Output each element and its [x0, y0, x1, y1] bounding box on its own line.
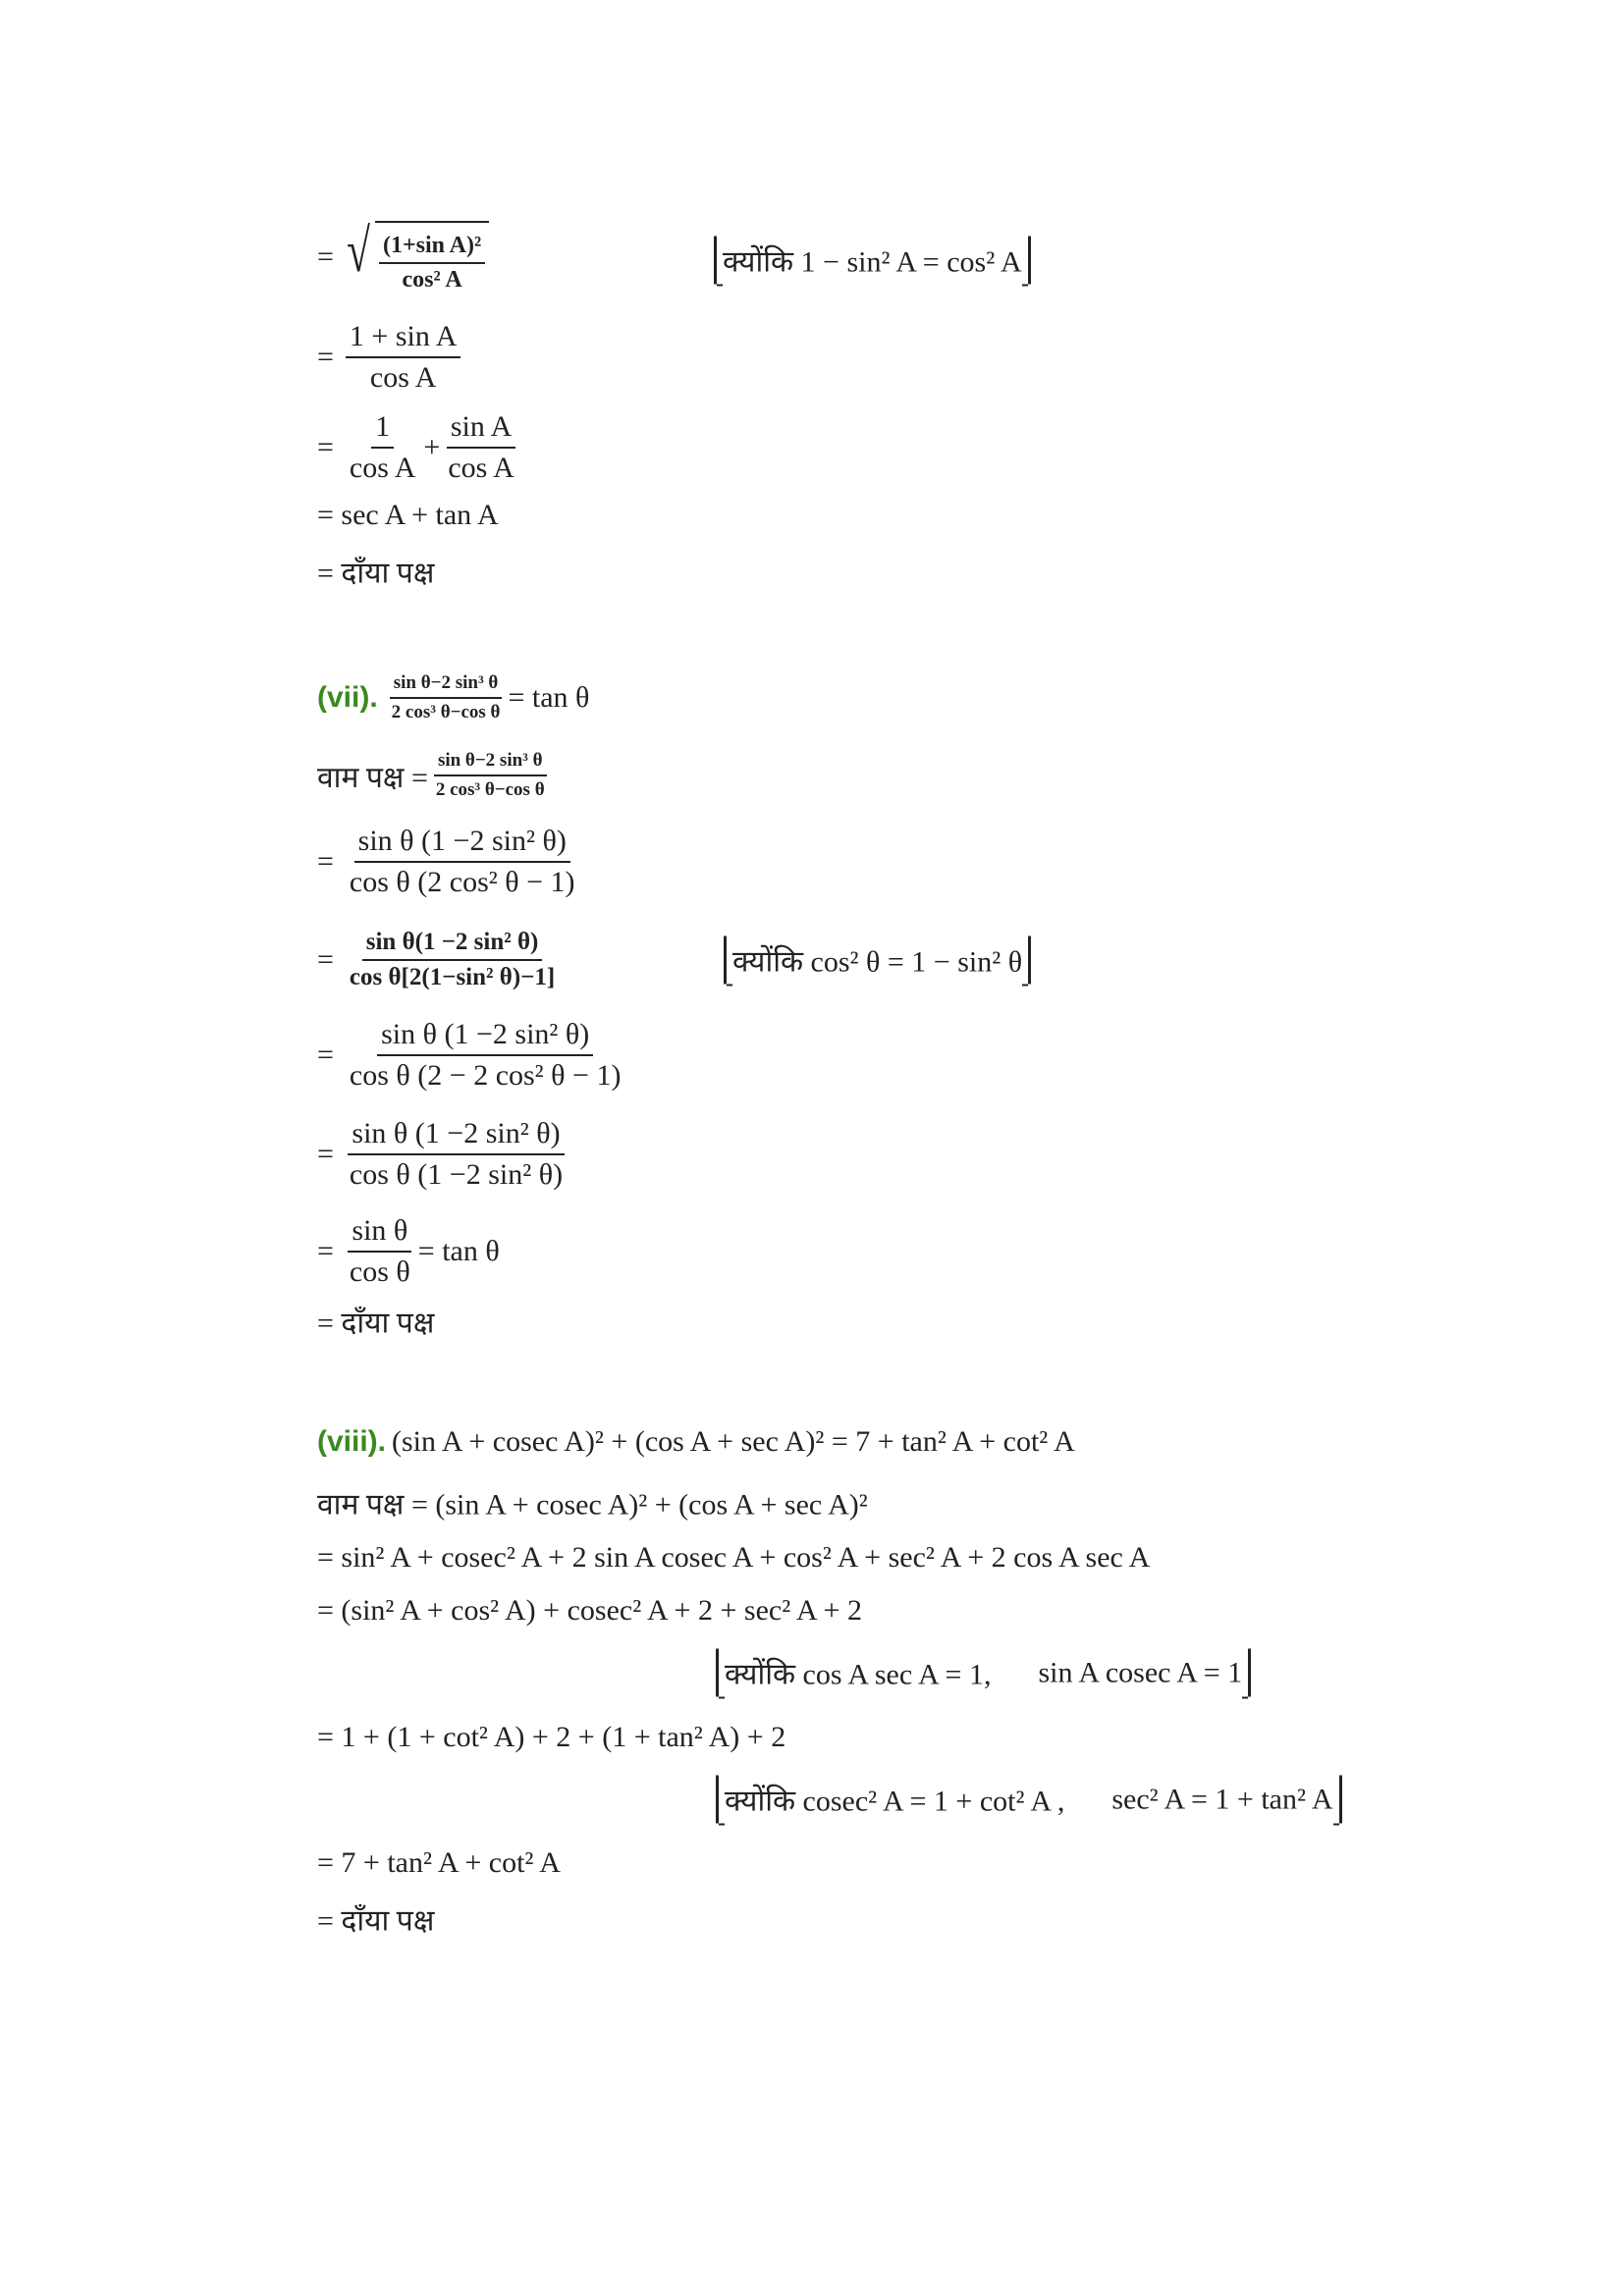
- reason-note: [716, 1649, 1251, 1697]
- reason-note: [724, 936, 1031, 985]
- square-root: [342, 218, 489, 294]
- step: = sin² A + cosec² A + 2 sin A cosec A + cos² A + sec² A + 2 cos A sec A: [317, 1541, 1151, 1574]
- denominator: cos A: [448, 452, 514, 484]
- equals: =: [317, 431, 334, 463]
- numerator: sin θ (1 −2 sin² θ): [348, 1117, 564, 1155]
- step: [317, 1214, 500, 1289]
- question-viii: [317, 1425, 1075, 1459]
- fraction: [346, 320, 460, 395]
- denominator: cos² A: [402, 267, 462, 293]
- reason-text: क्योंकि cos A sec A = 1,: [725, 1658, 992, 1691]
- fraction: [346, 410, 420, 485]
- lhs: वाम पक्ष = (sin A + cosec A)² + (cos A + sec A)²: [317, 1488, 868, 1522]
- denominator: cos θ (2 − 2 cos² θ − 1): [349, 1059, 622, 1092]
- denominator: cos θ (2 cos² θ − 1): [349, 866, 575, 898]
- plus: +: [423, 431, 441, 463]
- equals: =: [317, 943, 334, 976]
- numerator: sin A: [447, 410, 516, 449]
- fraction: [379, 233, 485, 294]
- reason-text: क्योंकि cosec² A = 1 + cot² A ,: [725, 1785, 1065, 1818]
- step: = 7 + tan² A + cot² A: [317, 1846, 561, 1879]
- denominator: 2 cos³ θ−cos θ: [435, 779, 545, 800]
- equals: =: [317, 1138, 334, 1170]
- reason-note: [714, 237, 1031, 285]
- conclusion: = दाँया पक्ष: [317, 1904, 435, 1938]
- numerator: sin θ: [348, 1214, 411, 1253]
- question-text: (sin A + cosec A)² + (cos A + sec A)² = 7 + tan² A + cot² A: [392, 1425, 1075, 1458]
- reason-text: sin A cosec A = 1: [1038, 1656, 1243, 1688]
- conclusion: = दाँया पक्ष: [317, 557, 435, 590]
- equals: =: [317, 1235, 334, 1267]
- denominator: cos θ (1 −2 sin² θ): [349, 1158, 564, 1191]
- numerator: sin θ (1 −2 sin² θ): [354, 825, 570, 863]
- equals: =: [317, 1039, 334, 1071]
- reason-text: क्योंकि cos² θ = 1 − sin² θ: [732, 945, 1023, 979]
- fraction: [444, 410, 518, 485]
- numerator: 1 + sin A: [346, 320, 460, 358]
- fraction: [432, 750, 549, 801]
- numerator: sin θ (1 −2 sin² θ): [377, 1018, 593, 1056]
- equals: =: [317, 240, 334, 273]
- question-label: (vii).: [317, 681, 378, 714]
- denominator: cos θ: [349, 1255, 410, 1288]
- step: [317, 929, 563, 991]
- denominator: cos θ[2(1−sin² θ)−1]: [349, 964, 556, 990]
- rhs: = tan θ: [508, 681, 590, 714]
- fraction: [346, 825, 579, 899]
- equals: =: [317, 845, 334, 878]
- denominator: cos A: [349, 452, 416, 484]
- step: = (sin² A + cos² A) + cosec² A + 2 + sec² A + 2: [317, 1594, 862, 1627]
- question-vii: [317, 672, 589, 723]
- question-label: (viii).: [317, 1425, 387, 1458]
- step: [317, 1018, 628, 1093]
- reason-note: [716, 1776, 1342, 1824]
- fraction: [388, 672, 505, 723]
- reason-text: क्योंकि 1 − sin² A = cos² A: [723, 245, 1022, 279]
- denominator: 2 cos³ θ−cos θ: [391, 702, 501, 722]
- equals: =: [317, 341, 334, 373]
- fraction: [346, 1117, 567, 1192]
- step: [317, 410, 522, 485]
- step-sqrt: [317, 218, 489, 294]
- step: = 1 + (1 + cot² A) + 2 + (1 + tan² A) + 2: [317, 1721, 786, 1753]
- reason-text: sec² A = 1 + tan² A: [1111, 1783, 1333, 1815]
- step: [317, 825, 583, 899]
- numerator: sin θ−2 sin³ θ: [434, 750, 547, 776]
- radical-sign-icon: √: [347, 218, 370, 285]
- rhs: = tan θ: [417, 1235, 500, 1267]
- fraction: [346, 1214, 414, 1289]
- fraction: [346, 929, 559, 991]
- lhs-label: वाम पक्ष =: [317, 761, 428, 794]
- denominator: cos A: [369, 361, 437, 394]
- lhs: [317, 750, 553, 801]
- numerator: 1: [371, 410, 394, 449]
- numerator: (1+sin A)²: [379, 233, 485, 264]
- conclusion: = दाँया पक्ष: [317, 1307, 435, 1340]
- numerator: sin θ(1 −2 sin² θ): [362, 929, 543, 961]
- numerator: sin θ−2 sin³ θ: [390, 672, 503, 699]
- fraction: [346, 1018, 625, 1093]
- step: = sec A + tan A: [317, 499, 499, 531]
- step: [317, 1117, 570, 1192]
- step: [317, 320, 464, 395]
